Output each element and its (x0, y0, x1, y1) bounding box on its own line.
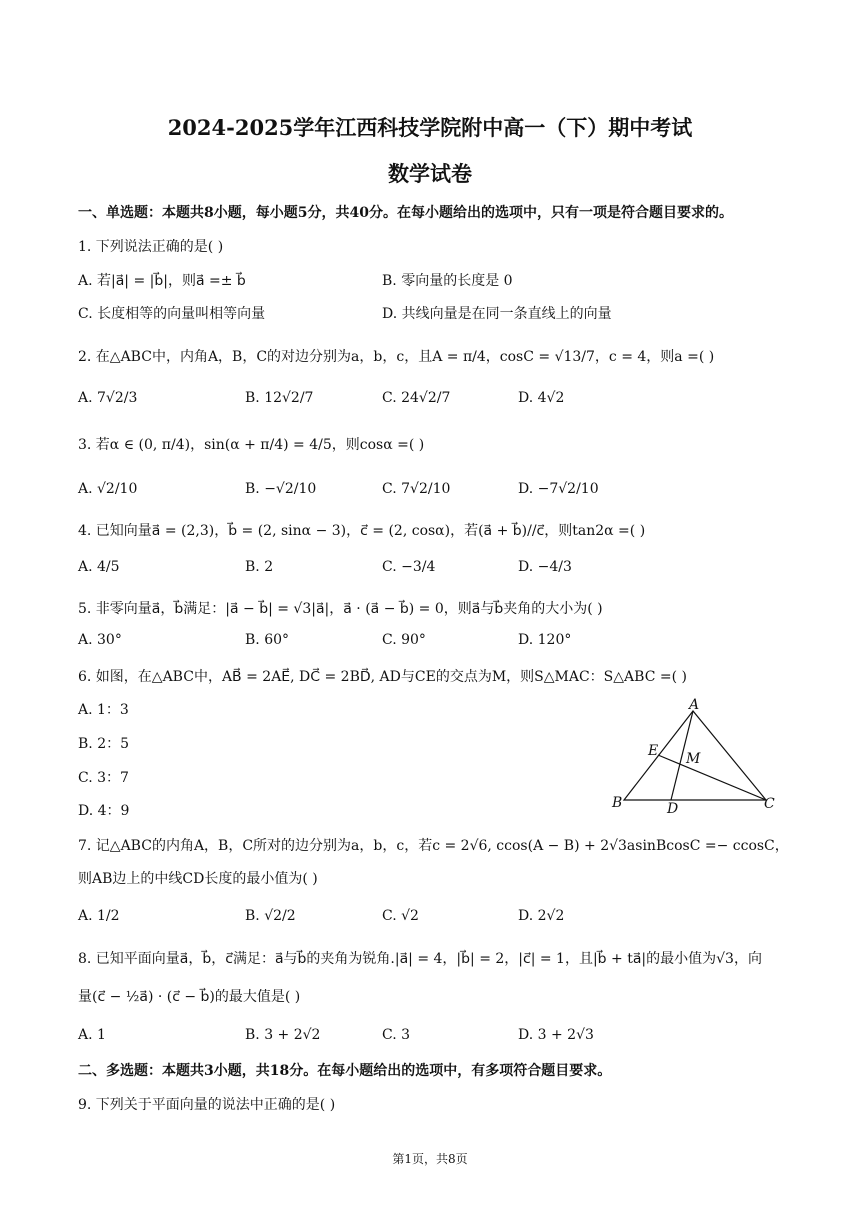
section-heading-single-choice: 一、单选题：本题共8小题，每小题5分，共40分。在每小题给出的选项中，只有一项是符合题目要求的。 (78, 205, 733, 221)
question-7-option-d: D. 2√2 (518, 908, 565, 924)
segment-ce (658, 755, 766, 800)
question-1-option-b: B. 零向量的长度是 0 (382, 273, 513, 289)
question-7-stem-cont: 则AB边上的中线CD长度的最小值为( ) (78, 871, 318, 887)
question-8-option-c: C. 3 (382, 1027, 411, 1043)
question-6-option-c: C. 3：7 (78, 770, 129, 786)
question-3-option-b: B. −√2/10 (245, 481, 317, 497)
question-4-option-c: C. −3/4 (382, 559, 436, 575)
label-m: M (686, 751, 701, 767)
question-2-option-c: C. 24√2/7 (382, 390, 451, 406)
question-6-stem: 6. 如图，在△ABC中，AB⃗ = 2AE⃗, DC⃗ = 2BD⃗, AD与CE的交点为M，则S△MAC：S△ABC =( ) (78, 669, 687, 685)
question-8-stem: 8. 已知平面向量a⃗，b⃗，c⃗满足：a⃗与b⃗的夹角为锐角.|a⃗| = 4，|b⃗| = 2，|c⃗| = 1，且|b⃗ + ta⃗|的最小值为√3，向 (78, 951, 762, 967)
question-4-stem: 4. 已知向量a⃗ = (2,3)，b⃗ = (2, sinα − 3)，c⃗ = (2, cosα)，若(a⃗ + b⃗)//c⃗，则tan2α =( ) (78, 523, 646, 539)
question-8-option-d: D. 3 + 2√3 (518, 1027, 594, 1043)
question-6-option-d: D. 4：9 (78, 803, 130, 819)
question-5-option-b: B. 60° (245, 632, 290, 648)
question-4-option-d: D. −4/3 (518, 559, 572, 575)
question-4-option-b: B. 2 (245, 559, 274, 575)
question-4-option-a: A. 4/5 (78, 559, 120, 575)
question-7-option-a: A. 1/2 (78, 908, 120, 924)
label-b: B (612, 795, 623, 811)
question-8-option-a: A. 1 (78, 1027, 106, 1043)
question-3-option-a: A. √2/10 (78, 481, 138, 497)
question-5-option-d: D. 120° (518, 632, 572, 648)
question-1-option-a: A. 若|a⃗| = |b⃗|，则a⃗ =± b⃗ (78, 273, 246, 289)
question-2-option-a: A. 7√2/3 (78, 390, 138, 406)
question-1-option-d: D. 共线向量是在同一条直线上的向量 (382, 306, 612, 322)
question-6-option-a: A. 1：3 (78, 702, 129, 718)
question-5-option-a: A. 30° (78, 632, 122, 648)
question-2-option-b: B. 12√2/7 (245, 390, 314, 406)
question-5-option-c: C. 90° (382, 632, 426, 648)
question-7-option-c: C. √2 (382, 908, 419, 924)
question-6-option-b: B. 2：5 (78, 736, 130, 752)
triangle-figure (600, 696, 790, 820)
question-3-stem: 3. 若α ∈ (0, π/4)，sin(α + π/4) = 4/5，则cosα =( ) (78, 437, 425, 453)
question-1-stem: 1. 下列说法正确的是( ) (78, 239, 224, 255)
question-7-stem: 7. 记△ABC的内角A，B，C所对的边分别为a，b，c，若c = 2√6, ccos(A − B) + 2√3asinBcosC =− ccosC， (78, 838, 789, 854)
label-d: D (667, 801, 679, 817)
label-e: E (648, 743, 659, 759)
question-7-option-b: B. √2/2 (245, 908, 296, 924)
question-8-option-b: B. 3 + 2√2 (245, 1027, 321, 1043)
question-1-option-c: C. 长度相等的向量叫相等向量 (78, 306, 266, 322)
label-c: C (764, 796, 775, 812)
question-8-stem-cont: 量(c⃗ − ½a⃗) · (c⃗ − b⃗)的最大值是( ) (78, 989, 301, 1005)
question-2-option-d: D. 4√2 (518, 390, 565, 406)
question-5-stem: 5. 非零向量a⃗，b⃗满足：|a⃗ − b⃗| = √3|a⃗|，a⃗ · (a⃗ − b⃗) = 0，则a⃗与b⃗夹角的大小为( ) (78, 601, 603, 617)
section-heading-multi-choice: 二、多选题：本题共3小题，共18分。在每小题给出的选项中，有多项符合题目要求。 (78, 1063, 612, 1079)
question-3-option-d: D. −7√2/10 (518, 481, 599, 497)
question-2-stem: 2. 在△ABC中，内角A，B，C的对边分别为a，b，c，且A = π/4，cosC = √13/7，c = 4，则a =( ) (78, 349, 715, 365)
label-a: A (689, 697, 700, 713)
page-title: 2024-2025学年江西科技学院附中高一（下）期中考试 (167, 115, 693, 140)
page-subtitle: 数学试卷 (388, 161, 472, 186)
page-footer: 第1页，共8页 (392, 1152, 468, 1166)
question-3-option-c: C. 7√2/10 (382, 481, 451, 497)
question-9-stem: 9. 下列关于平面向量的说法中正确的是( ) (78, 1097, 336, 1113)
